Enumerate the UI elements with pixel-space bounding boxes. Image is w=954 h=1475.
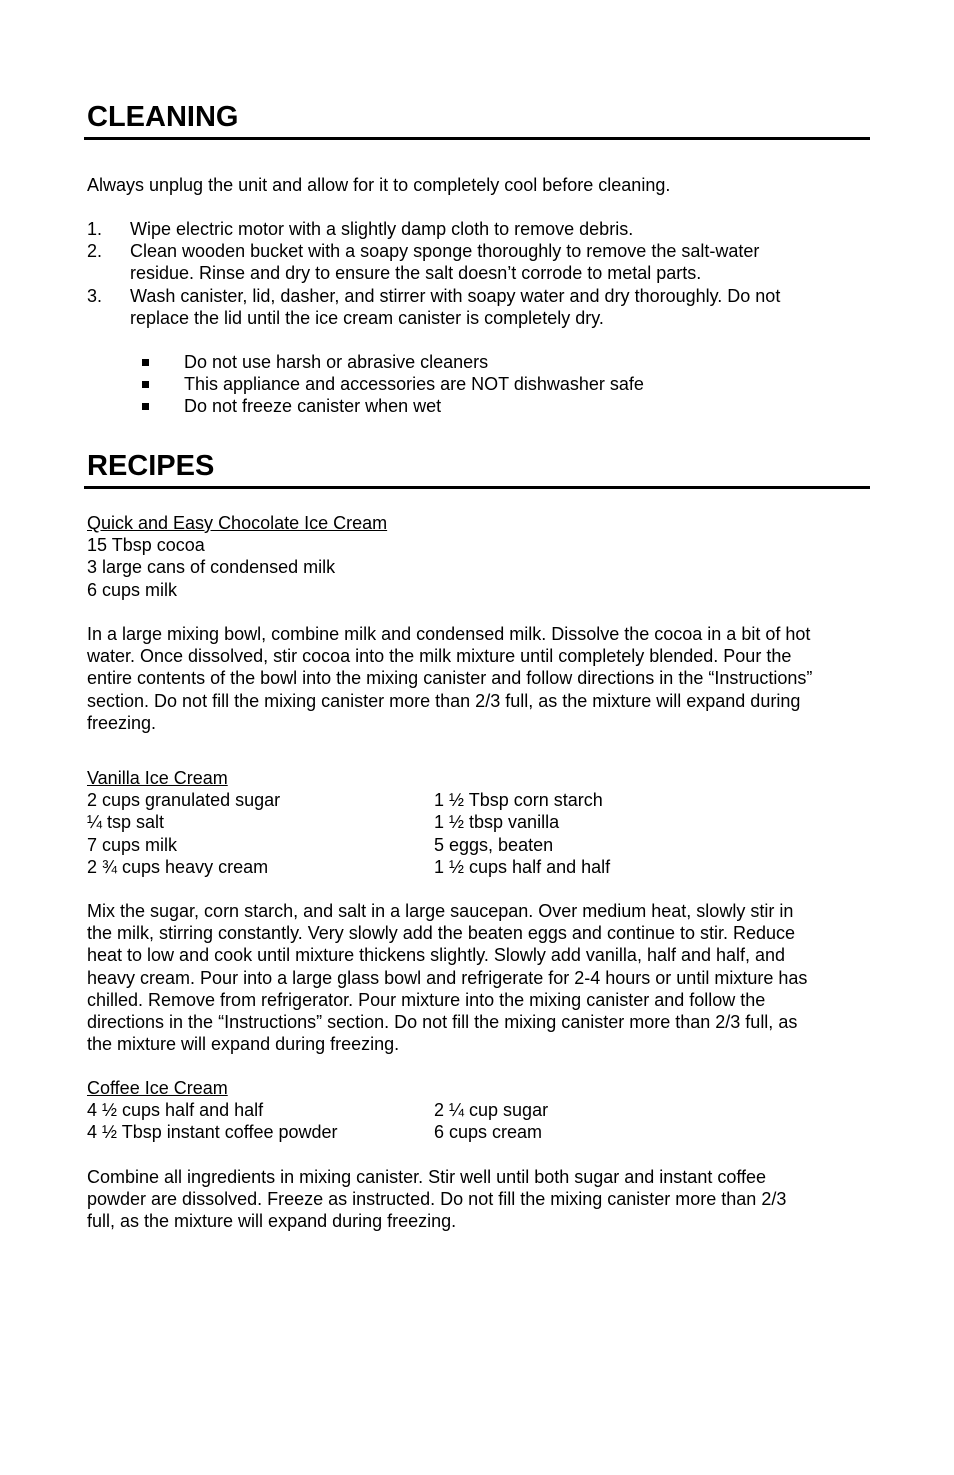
recipe-chocolate-directions xyxy=(87,623,871,734)
ingredient: 4 ½ cups half and half xyxy=(87,1100,264,1121)
recipe-coffee xyxy=(87,1077,871,1144)
cleaning-step xyxy=(87,218,871,240)
step-text xyxy=(130,218,871,240)
warning-text: Do not use harsh or abrasive cleaners xyxy=(184,352,489,372)
direction-line: powder are dissolved. Freeze as instructed. Do not fill the mixing canister more than 2/3 xyxy=(87,1189,787,1210)
warning-text: This appliance and accessories are NOT dishwasher safe xyxy=(184,374,644,395)
direction-line: heat to low and cook until mixture thickens slightly. Slowly add vanilla, half and half, and xyxy=(87,945,786,966)
recipe-chocolate xyxy=(87,512,871,601)
step-text-line: Wipe electric motor with a slightly damp cloth to remove debris. xyxy=(130,219,634,239)
ingredient: 1 ½ Tbsp corn starch xyxy=(434,790,603,811)
ingredient: ¼ tsp salt xyxy=(87,812,165,833)
recipe-coffee-directions xyxy=(87,1166,871,1233)
recipe-title: Quick and Easy Chocolate Ice Cream xyxy=(87,513,388,533)
square-bullet-icon xyxy=(142,381,149,388)
ingredient: 4 ½ Tbsp instant coffee powder xyxy=(87,1122,338,1143)
direction-line: section. Do not fill the mixing canister more than 2/3 full, as the mixture will expand during xyxy=(87,690,801,711)
step-number: 1. xyxy=(87,219,103,239)
cleaning-heading: CLEANING xyxy=(87,101,239,133)
ingredient-grid xyxy=(87,789,871,878)
step-text-line: replace the lid until the ice cream canister is completely dry. xyxy=(130,307,604,328)
warning-item xyxy=(87,395,871,417)
direction-line: entire contents of the bowl into the mixing canister and follow directions in the “Instructions” xyxy=(87,668,813,689)
recipe-title: Vanilla Ice Cream xyxy=(87,768,228,788)
step-text-line: Wash canister, lid, dasher, and stirrer with soapy water and dry thoroughly. Do not xyxy=(130,285,781,306)
warning-text: Do not freeze canister when wet xyxy=(184,396,442,417)
ingredient: 7 cups milk xyxy=(87,834,178,855)
step-text-line: residue. Rinse and dry to ensure the salt doesn’t corrode to metal parts. xyxy=(130,263,702,284)
direction-line: the mixture will expand during freezing. xyxy=(87,1034,400,1055)
ingredient: 6 cups milk xyxy=(87,579,178,600)
ingredient: 1 ½ tbsp vanilla xyxy=(434,812,560,833)
ingredient: 1 ½ cups half and half xyxy=(434,856,611,877)
step-text xyxy=(130,285,871,329)
direction-line: chilled. Remove from refrigerator. Pour mixture into the mixing canister and follow the xyxy=(87,989,766,1010)
recipe-vanilla-directions xyxy=(87,900,871,1055)
square-bullet-icon xyxy=(142,359,149,366)
square-bullet-icon xyxy=(142,403,149,410)
direction-line: directions in the “Instructions” section. Do not fill the mixing canister more than 2/3 full, as xyxy=(87,1012,798,1033)
step-text xyxy=(130,240,871,284)
cleaning-intro: Always unplug the unit and allow for it to completely cool before cleaning. xyxy=(87,175,671,195)
step-text-line: Clean wooden bucket with a soapy sponge thoroughly to remove the salt-water xyxy=(130,241,760,262)
step-number: 3. xyxy=(87,285,103,306)
ingredient: 2 ¼ cup sugar xyxy=(434,1100,549,1121)
ingredient: 15 Tbsp cocoa xyxy=(87,535,205,556)
recipes-heading: RECIPES xyxy=(87,450,215,482)
cleaning-steps xyxy=(87,218,871,329)
direction-line: freezing. xyxy=(87,712,157,733)
direction-line: full, as the mixture will expand during freezing. xyxy=(87,1211,457,1232)
direction-line: water. Once dissolved, stir cocoa into the milk mixture until completely blended. Pour the xyxy=(87,646,792,667)
direction-line: Mix the sugar, corn starch, and salt in a large saucepan. Over medium heat, slowly stir in xyxy=(87,901,794,921)
recipe-vanilla xyxy=(87,767,871,878)
warning-item xyxy=(87,373,871,395)
step-number: 2. xyxy=(87,241,103,262)
ingredient: 2 ¾ cups heavy cream xyxy=(87,856,269,877)
ingredient: 2 cups granulated sugar xyxy=(87,790,281,811)
warning-item xyxy=(87,351,871,373)
cleaning-warnings xyxy=(87,351,871,418)
direction-line: In a large mixing bowl, combine milk and condensed milk. Dissolve the cocoa in a bit of hot xyxy=(87,624,811,644)
ingredient: 6 cups cream xyxy=(434,1122,543,1143)
cleaning-heading-rule xyxy=(84,137,870,140)
recipes-heading-rule xyxy=(84,486,870,489)
ingredient-grid xyxy=(87,1099,871,1143)
direction-line: heavy cream. Pour into a large glass bowl and refrigerate for 2-4 hours or until mixture has xyxy=(87,967,808,988)
cleaning-step xyxy=(87,240,871,284)
cleaning-step xyxy=(87,285,871,329)
direction-line: Combine all ingredients in mixing canister. Stir well until both sugar and instant coffee xyxy=(87,1167,767,1187)
ingredient: 3 large cans of condensed milk xyxy=(87,557,336,578)
ingredient: 5 eggs, beaten xyxy=(434,834,554,855)
direction-line: the milk, stirring constantly. Very slowly add the beaten eggs and continue to stir. Reduce xyxy=(87,923,796,944)
recipe-title: Coffee Ice Cream xyxy=(87,1078,228,1098)
